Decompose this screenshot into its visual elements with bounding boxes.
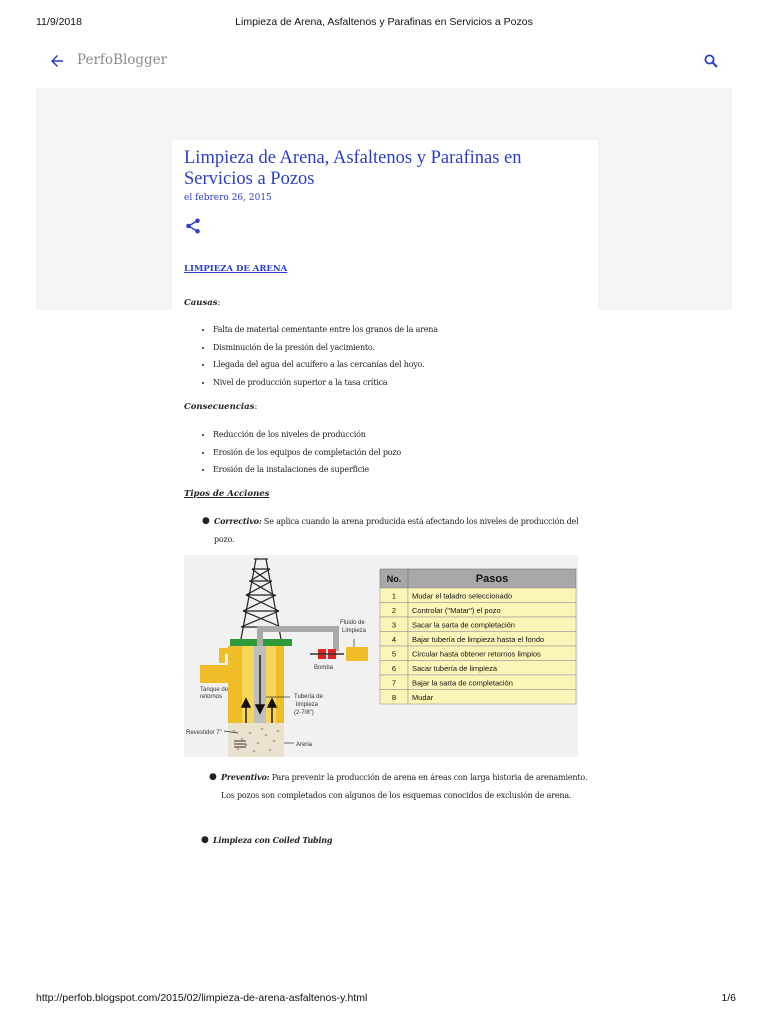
list-item: • Nivel de producción superior a la tasa crítica: [213, 374, 438, 392]
figure-canvas: [184, 555, 578, 757]
table-row-step: Controlar ("Matar") el pozo: [412, 606, 501, 615]
label-tuberia-1: Tubería de: [294, 694, 323, 700]
label-tanque-2: retornos: [200, 694, 223, 700]
print-date: 11/9/2018: [36, 16, 82, 28]
label-tanque-1: Tanque de: [200, 687, 229, 693]
heading-tipos-de-acciones: Tipos de Acciones: [184, 489, 270, 499]
correctivo-text: Se aplica cuando la arena producida está afectando los niveles de producción del pozo.: [214, 517, 579, 544]
print-header: [0, 16, 768, 32]
print-title: Limpieza de Arena, Asfaltenos y Parafinas en Servicios a Pozos: [235, 16, 533, 28]
table-row-step: Mudar: [412, 693, 434, 702]
table-row-step: Circular hasta obtener retornos limpios: [412, 649, 541, 659]
bullet: ●: [201, 835, 209, 845]
table-row-number: 6: [391, 664, 397, 673]
list-item: • Reducción de los niveles de producción: [213, 426, 401, 444]
table-row-number: 7: [391, 678, 397, 688]
print-footer: [0, 992, 768, 1008]
causas-list: [200, 321, 438, 391]
table-row-number: 4: [391, 635, 397, 644]
table-row-step: Mudar el taladro seleccionado: [412, 591, 513, 601]
table-row-number: 1: [391, 591, 397, 601]
list-item: • Disminución de la presión del yacimiento.: [213, 339, 438, 357]
cleaning-fluid-tank: [346, 647, 368, 661]
table-row-step: Bajar la sarta de completación: [412, 678, 513, 688]
heading-consecuencias: Consecuencias:: [184, 402, 258, 412]
share-icon[interactable]: [184, 217, 202, 235]
preventivo-lead: Preventivo:: [221, 772, 270, 782]
print-page-number: 1/6: [721, 992, 736, 1004]
preventivo-text: Para prevenir la producción de arena en áreas con larga historia de arenamiento. Los pozos son completados con algunos de los esquemas conocidos de exclusión de arena.: [221, 773, 588, 800]
table-row-number: 5: [391, 649, 397, 659]
table-row-number: 2: [391, 606, 397, 615]
blog-top-bar: [36, 46, 732, 76]
sand-cleanout-figure: [184, 555, 578, 757]
bullet: ●: [209, 772, 217, 782]
list-item: • Llegada del agua del acuífero a las cercanías del hoyo.: [213, 356, 438, 374]
heading-causas: Causas:: [184, 298, 221, 308]
table-row-number: 8: [391, 693, 397, 702]
post-title: Limpieza de Arena, Asfaltenos y Parafinas en Servicios a Pozos: [184, 148, 522, 189]
list-item: • Falta de material cementante entre los granos de la arena: [213, 321, 438, 339]
label-fluido-1: Fluido de: [340, 620, 365, 626]
table-row-step: Bajar tubería de limpieza hasta el fondo: [412, 635, 545, 644]
list-item: • Erosión de los equipos de completación del pozo: [213, 444, 401, 462]
label-arena: Arena: [296, 742, 313, 748]
coiled-tubing-item: [201, 831, 593, 850]
back-arrow-icon[interactable]: [48, 52, 66, 70]
section-link-limpieza-de-arena[interactable]: LIMPIEZA DE ARENA: [184, 264, 288, 274]
bullet: ●: [202, 516, 210, 526]
search-icon[interactable]: [702, 52, 720, 70]
table-row-number: 3: [391, 620, 397, 630]
table-rows: [380, 588, 576, 704]
steps-table: [380, 569, 576, 588]
label-tuberia-2: limpieza: [296, 702, 319, 708]
table-row-step: Sacar la sarta de completación: [412, 620, 515, 630]
correctivo-lead: Correctivo:: [214, 516, 262, 526]
consecuencias-list: [200, 426, 401, 479]
label-bomba: Bomba: [314, 665, 334, 671]
table-header-pasos: Pasos: [475, 573, 509, 585]
print-url: http://perfob.blogspot.com/2015/02/limpieza-de-arena-asfaltenos-y.html: [36, 992, 368, 1004]
preventivo-item: [209, 768, 591, 805]
list-item: • Erosión de la instalaciones de superficie: [213, 461, 401, 479]
post-date[interactable]: el febrero 26, 2015: [184, 193, 272, 203]
coiled-tubing-lead: Limpieza con Coiled Tubing: [213, 835, 333, 845]
label-revestidor: Revestidor 7": [186, 730, 222, 736]
table-header-no: No.: [386, 574, 402, 584]
correctivo-item: [202, 512, 594, 549]
label-tuberia-3: (2-7/8"): [294, 710, 314, 716]
table-row-step: Sacar tubería de limpieza: [412, 664, 498, 673]
return-tank: [200, 665, 230, 683]
label-fluido-2: Limpieza: [342, 628, 367, 634]
blog-name[interactable]: PerfoBlogger: [77, 52, 168, 68]
